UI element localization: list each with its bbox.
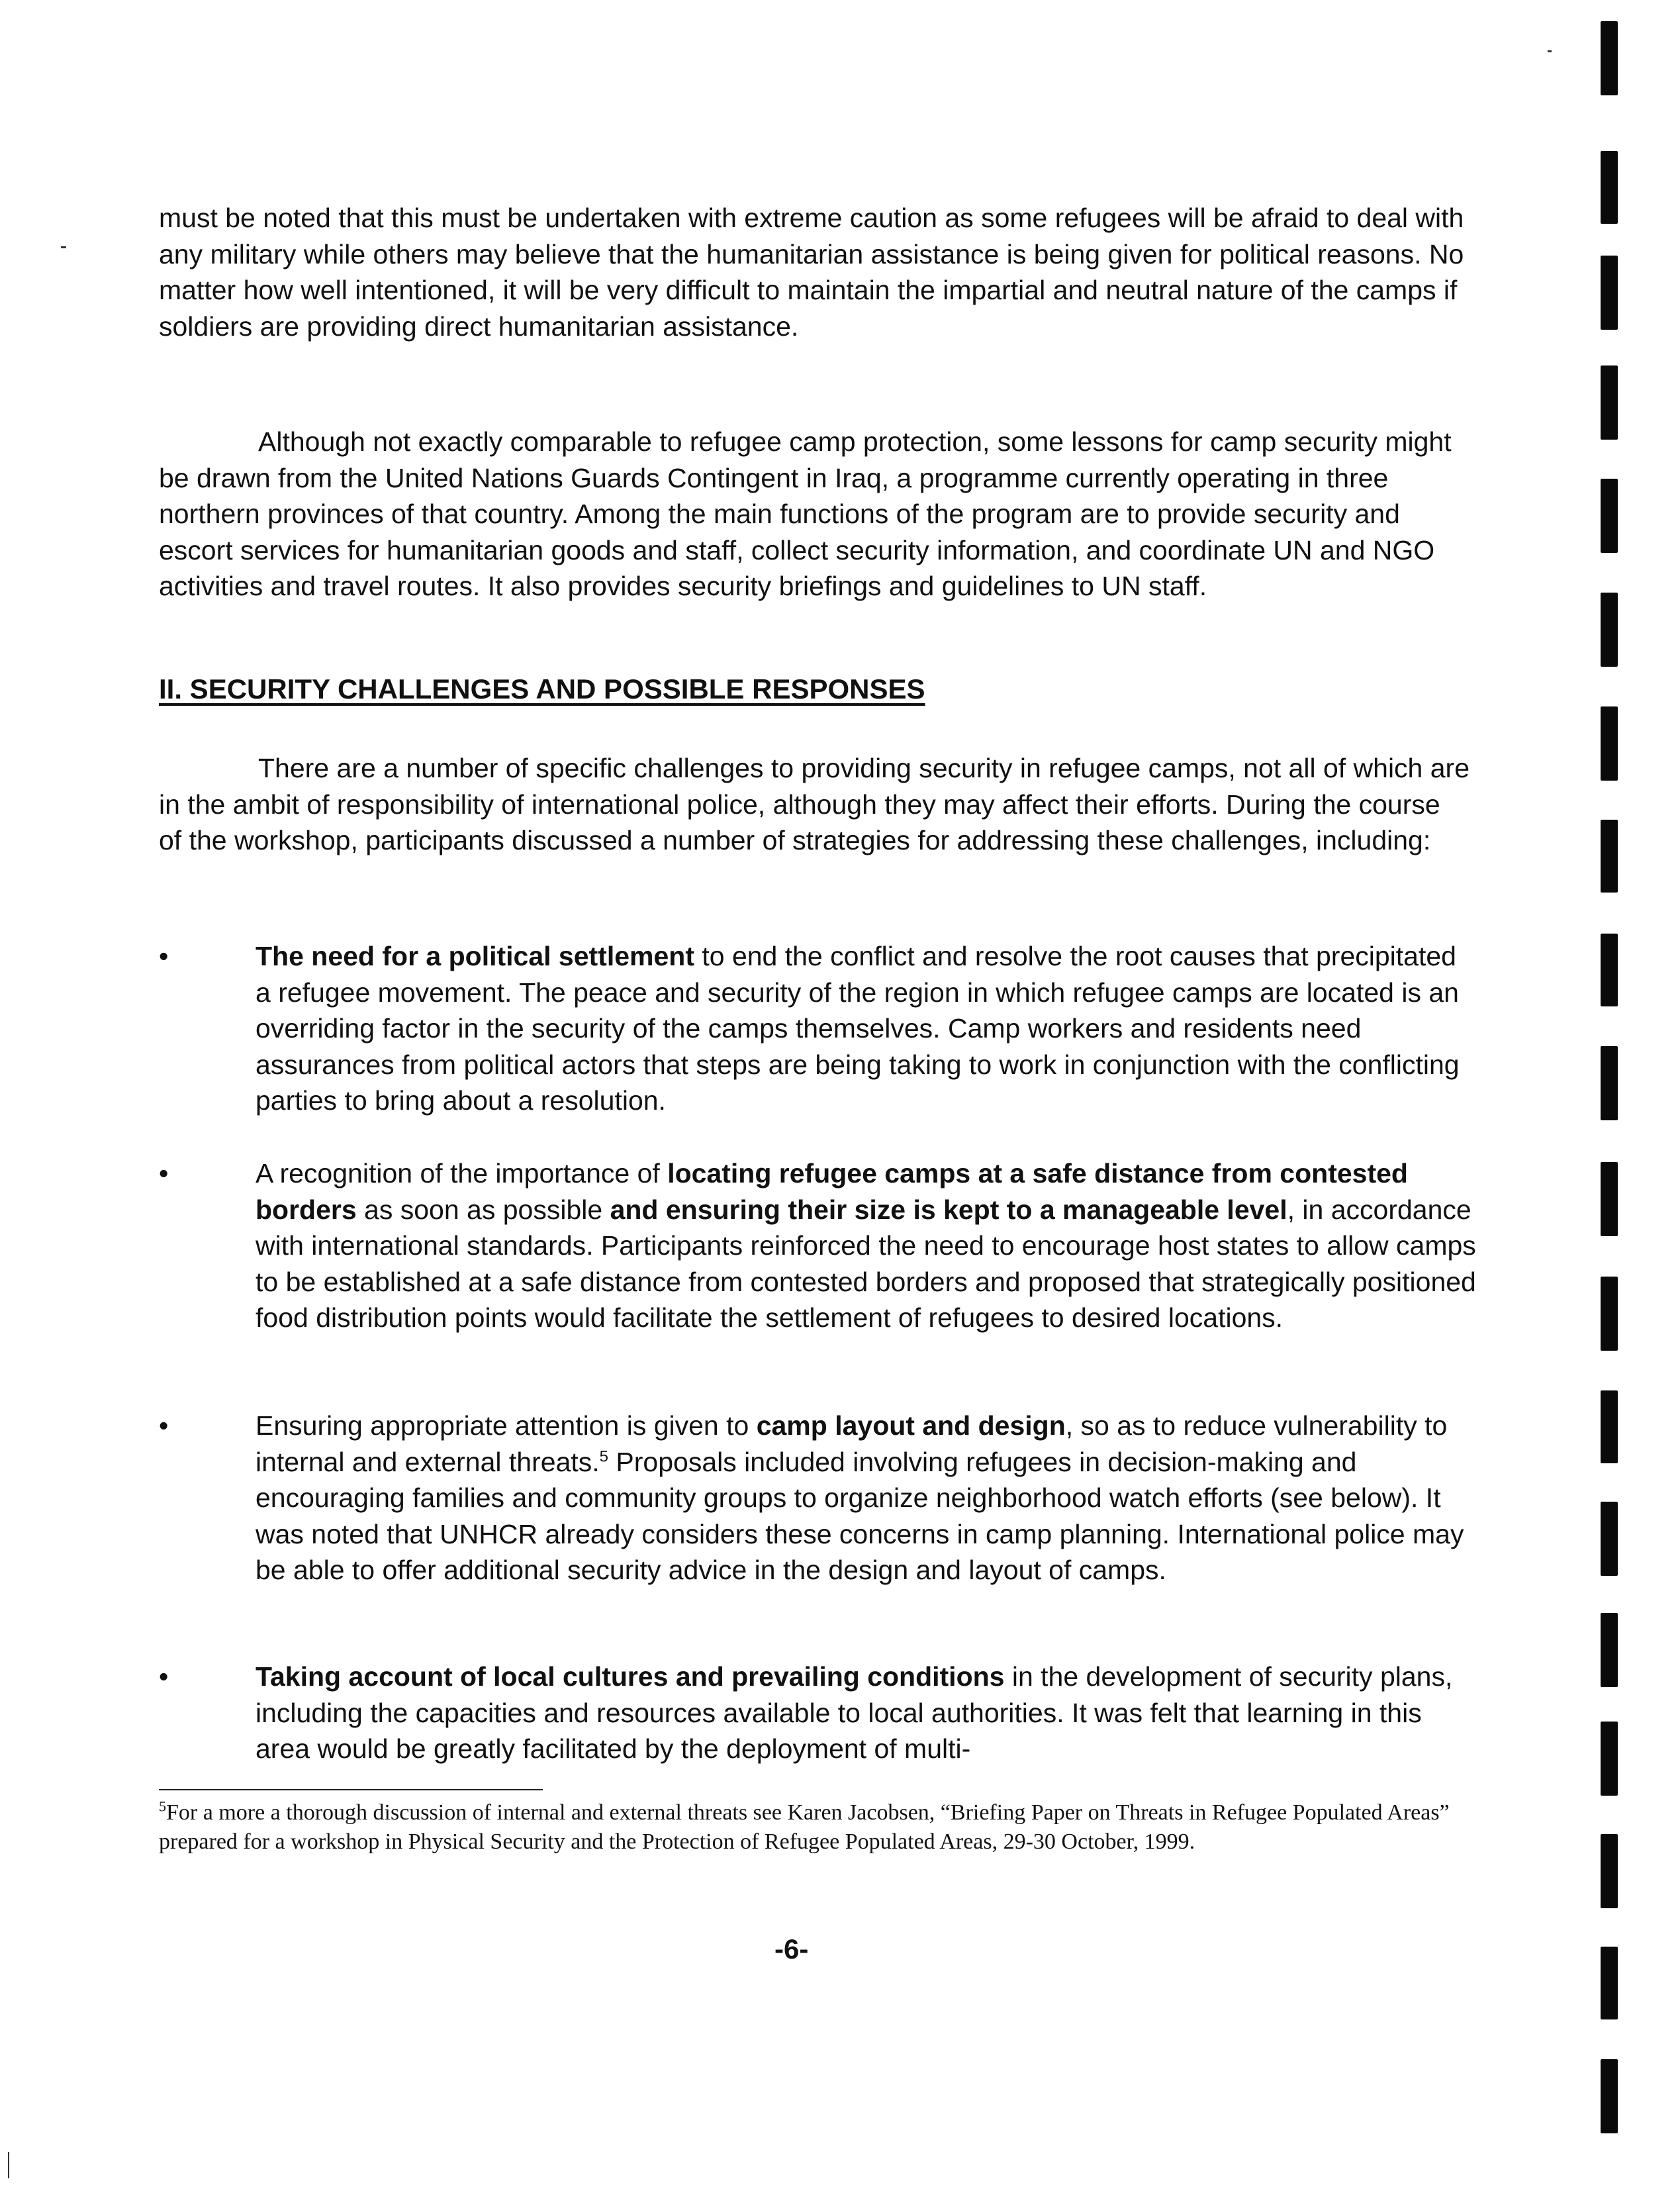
binding-mark xyxy=(1601,1947,1618,2019)
section-heading: II. SECURITY CHALLENGES AND POSSIBLE RESPONSES xyxy=(159,673,925,704)
bullet-text xyxy=(256,1155,1476,1336)
bullet-bold-phrase: Taking account of local cultures and prevailing conditions xyxy=(256,1661,1005,1692)
paragraph-challenges-intro-text: There are a number of specific challenges to providing security in refugee camps, not all of which are in the ambit of responsibility of international police, although they may affect their efforts. During the course of the workshop, participants discussed a number of strategies for addressing these challenges, including: xyxy=(159,753,1470,855)
scan-speck xyxy=(1548,50,1552,52)
binding-mark xyxy=(1601,2059,1618,2133)
bullet-text-run: , in accordance with international standards. Participants reinforced the need to encourage host states to allow camps to be established at a safe distance from contested borders and proposed that strategically positioned food distribution points would facilitate the settlement of refugees to desired locations. xyxy=(256,1194,1476,1333)
binding-mark xyxy=(1601,1390,1618,1463)
binding-mark xyxy=(1601,1613,1618,1687)
bullet-text xyxy=(256,938,1476,1119)
binding-tab-marks xyxy=(1601,0,1627,2185)
binding-mark xyxy=(1601,365,1618,440)
scan-speck xyxy=(61,246,66,248)
binding-mark xyxy=(1601,1834,1618,1908)
footnote-divider xyxy=(159,1789,543,1790)
paragraph-continuation: must be noted that this must be undertaken with extreme caution as some refugees will be afraid to deal with any military while others may believe that the humanitarian assistance is being given for political reasons. No matter how well intentioned, it will be very difficult to maintain the impartial and neutral nature of the camps if soldiers are providing direct humanitarian assistance. xyxy=(159,203,1464,342)
paragraph-un-guards xyxy=(159,424,1470,605)
binding-mark xyxy=(1601,706,1618,781)
binding-mark xyxy=(1601,1277,1618,1351)
binding-mark xyxy=(1601,21,1618,95)
binding-mark xyxy=(1601,1722,1618,1796)
bullet-symbol: • xyxy=(159,941,169,971)
bullet-text xyxy=(256,1408,1476,1588)
bullet-text-run: A recognition of the importance of xyxy=(256,1158,668,1189)
binding-mark xyxy=(1601,151,1618,224)
binding-mark xyxy=(1601,820,1618,893)
footnote xyxy=(159,1798,1470,1857)
bullet-text-run: as soon as possible xyxy=(356,1194,610,1225)
binding-mark xyxy=(1601,479,1618,553)
binding-mark xyxy=(1601,1502,1618,1576)
bullet-bold-phrase: and ensuring their size is kept to a manageable level xyxy=(610,1194,1287,1225)
bullet-bold-phrase: The need for a political settlement xyxy=(256,941,694,971)
binding-mark xyxy=(1601,1162,1618,1236)
scan-speck xyxy=(8,2152,9,2178)
bullet-symbol: • xyxy=(159,1410,169,1441)
binding-mark xyxy=(1601,934,1618,1006)
binding-mark xyxy=(1601,256,1618,330)
bullet-text-run: in the development of security plans, including the capacities and resources available to local authorities. It was felt that learning in this area would be greatly facilitated by the deployment of multi- xyxy=(256,1661,1453,1764)
binding-mark xyxy=(1601,593,1618,667)
bullet-symbol: • xyxy=(159,1158,169,1189)
paragraph-challenges-intro xyxy=(159,750,1470,859)
bullet-bold-phrase: camp layout and design xyxy=(756,1410,1066,1441)
paragraph-un-guards-text: Although not exactly comparable to refugee camp protection, some lessons for camp security might be drawn from the United Nations Guards Contingent in Iraq, a programme currently operating in three northern provinces of that country. Among the main functions of the program are to provide security and escort services for humanitarian goods and staff, collect security information, and coordinate UN and NGO activities and travel routes. It also provides security briefings and guidelines to UN staff. xyxy=(159,426,1452,601)
footnote-text: For a more a thorough discussion of internal and external threats see Karen Jacobsen, “Briefing Paper on Threats in Refugee Populated Areas” prepared for a workshop in Physical Security and the Protection of Refugee Populated Areas, 29-30 October, 1999. xyxy=(159,1800,1450,1854)
bullet-bold-phrase: locating refugee camps at a safe distance from contested borders xyxy=(256,1158,1408,1225)
footnote-marker: 5 xyxy=(159,1798,166,1815)
bullet-symbol: • xyxy=(159,1661,169,1692)
binding-mark xyxy=(1601,1046,1618,1120)
bullet-text xyxy=(256,1659,1476,1767)
bullet-text-run: , so as to reduce vulnerability to internal and external threats. xyxy=(256,1410,1448,1477)
footnote-reference: 5 xyxy=(599,1447,609,1465)
bullet-text-run: Proposals included involving refugees in decision-making and encouraging families and community groups to organize neighborhood watch efforts (see below). It was noted that UNHCR already considers these concerns in camp planning. International police may be able to offer additional security advice in the design and layout of camps. xyxy=(256,1446,1464,1585)
bullet-text-run: to end the conflict and resolve the root causes that precipitated a refugee movement. The peace and security of the region in which refugee camps are located is an overriding factor in the security of the camps themselves. Camp workers and residents need assurances from political actors that steps are being taking to work in conjunction with the conflicting parties to bring about a resolution. xyxy=(256,941,1460,1116)
bullet-text-run: Ensuring appropriate attention is given to xyxy=(256,1410,757,1441)
page-number: -6- xyxy=(774,1933,809,1965)
